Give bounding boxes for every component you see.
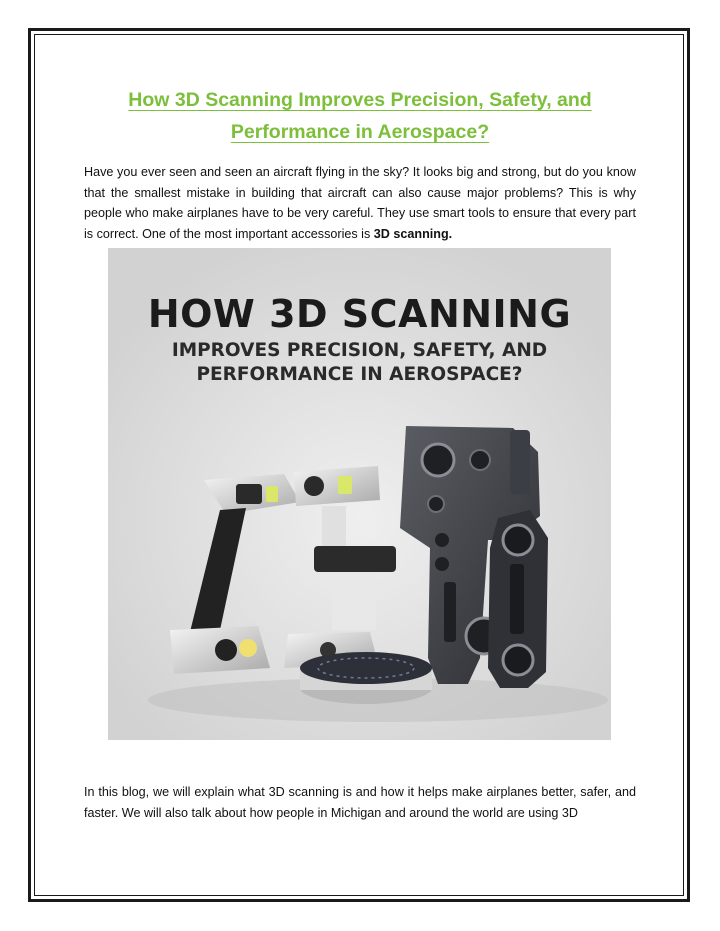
title-line-1: How 3D Scanning Improves Precision, Safety, and bbox=[128, 89, 592, 111]
hero-subline-1: IMPROVES PRECISION, SAFETY, AND bbox=[171, 340, 548, 361]
intro-text: Have you ever seen and seen an aircraft flying in the sky? It looks big and strong, but do you know that the smallest mistake in building that aircraft can also cause major problems? This is why people who make airplanes have to be very careful. They use smart tools to ensure that every part is correct. One of the most important accessories is bbox=[84, 165, 636, 241]
intro-paragraph bbox=[84, 162, 636, 244]
turntable-icon bbox=[300, 652, 432, 704]
hero-subline-2: PERFORMANCE IN AEROSPACE? bbox=[196, 364, 523, 385]
page-title bbox=[90, 84, 630, 148]
second-paragraph: In this blog, we will explain what 3D scanning is and how it helps make airplanes better, safer, and faster. We will also talk about how people in Michigan and around the world are using 3D bbox=[84, 785, 636, 820]
hero-headline: HOW 3D SCANNING bbox=[147, 292, 572, 336]
hero-image bbox=[108, 248, 611, 740]
intro-bold-text: 3D scanning. bbox=[373, 226, 453, 241]
title-line-2: Performance in Aerospace? bbox=[230, 121, 490, 143]
dark-handheld-scanner-icon bbox=[488, 510, 548, 688]
